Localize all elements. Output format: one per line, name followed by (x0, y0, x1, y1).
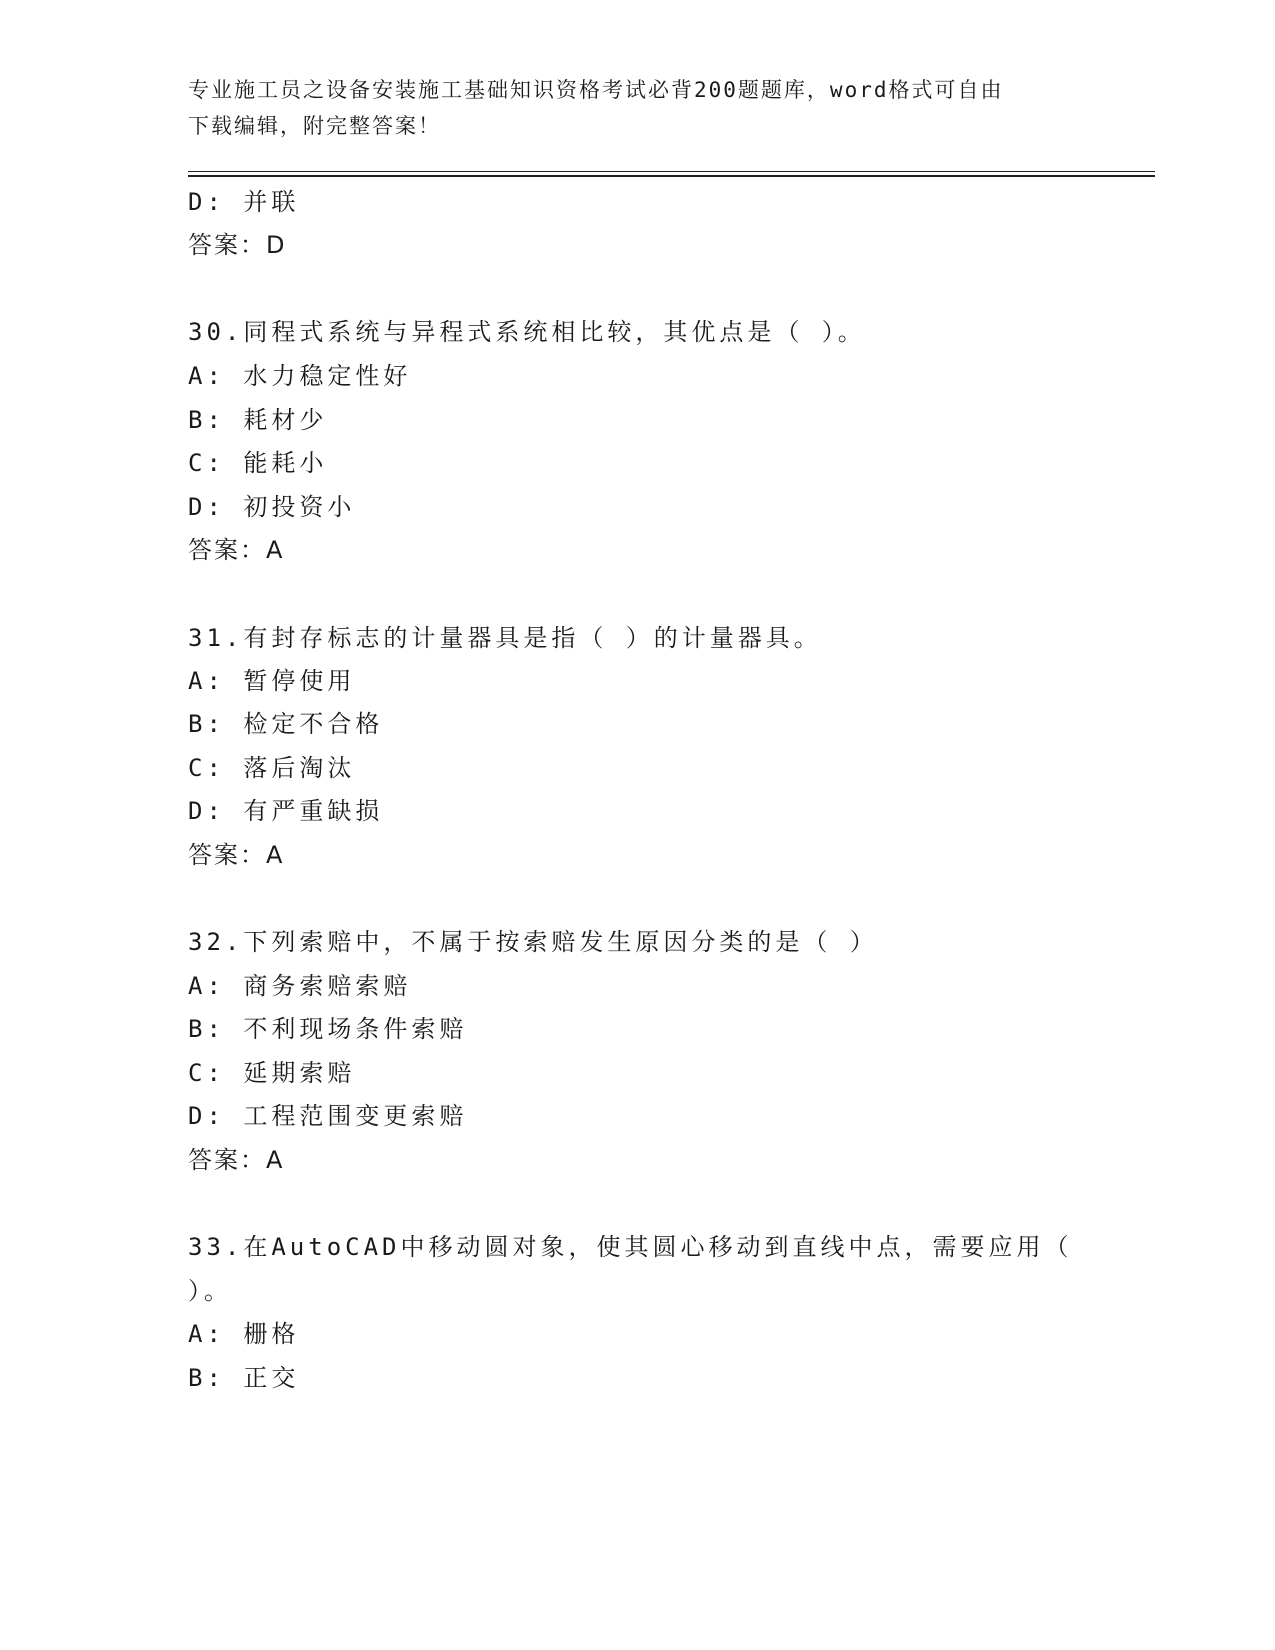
header-line-2: 下载编辑，附完整答案！ (188, 114, 441, 138)
q31-answer: 答案：A (188, 841, 285, 869)
prev-option-d: D: 并联 (188, 188, 300, 216)
q31-stem: 31.有封存标志的计量器具是指（ ）的计量器具。 (188, 624, 822, 652)
q33-stem-line-2: ）。 (188, 1277, 232, 1305)
q31-option-a: A: 暂停使用 (188, 667, 356, 695)
document-header (188, 72, 1068, 144)
prev-answer: 答案：D (188, 231, 287, 259)
q33-option-b: B: 正交 (188, 1364, 300, 1392)
header-line-1: 专业施工员之设备安装施工基础知识资格考试必背200题题库，word格式可自由 (188, 78, 1004, 102)
q30-option-a: A: 水力稳定性好 (188, 362, 412, 390)
q33-option-a: A: 栅格 (188, 1320, 300, 1348)
q32-option-b: B: 不利现场条件索赔 (188, 1015, 468, 1043)
q30-option-c: C: 能耗小 (188, 449, 328, 477)
header-divider-thin (188, 171, 1155, 172)
q33-stem-line-1: 33.在AutoCAD中移动圆对象，使其圆心移动到直线中点，需要应用（ (188, 1233, 1073, 1261)
q32-option-a: A: 商务索赔索赔 (188, 972, 412, 1000)
q30-option-d: D: 初投资小 (188, 493, 356, 521)
q32-option-c: C: 延期索赔 (188, 1059, 356, 1087)
q31-option-d: D: 有严重缺损 (188, 797, 384, 825)
q32-option-d: D: 工程范围变更索赔 (188, 1102, 468, 1130)
q32-stem: 32.下列索赔中，不属于按索赔发生原因分类的是（ ） (188, 928, 878, 956)
q32-answer: 答案：A (188, 1146, 285, 1174)
q31-option-b: B: 检定不合格 (188, 710, 384, 738)
q31-option-c: C: 落后淘汰 (188, 754, 356, 782)
header-divider-thick (188, 175, 1155, 177)
q30-option-b: B: 耗材少 (188, 406, 328, 434)
q30-answer: 答案：A (188, 536, 285, 564)
q30-stem: 30.同程式系统与异程式系统相比较，其优点是（ ）。 (188, 318, 866, 346)
